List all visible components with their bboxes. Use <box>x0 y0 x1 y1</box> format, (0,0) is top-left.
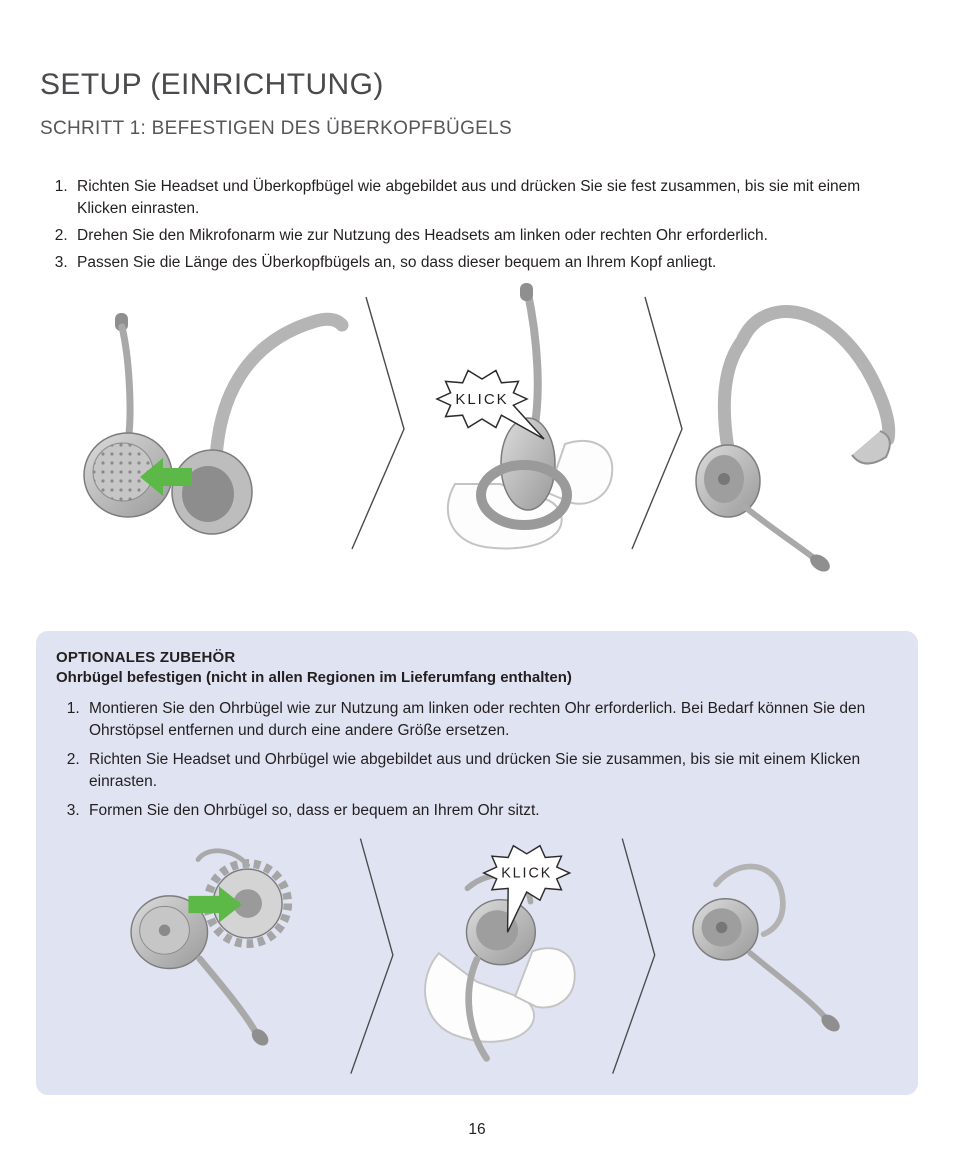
klick-label: KLICK <box>501 865 553 882</box>
main-text-block <box>0 68 954 274</box>
panel-assembled-earhook <box>693 867 843 1035</box>
earhook-pad <box>852 431 890 464</box>
panel-press-klick <box>437 283 612 548</box>
panel-divider-line <box>352 297 404 549</box>
page-number: 16 <box>468 1121 486 1138</box>
panel-assembled-headset <box>696 312 890 575</box>
headband-assembly-illustration <box>0 279 954 609</box>
section-subtitle: SCHRITT 1: BEFESTIGEN DES ÜBERKOPFBÜGELS <box>40 118 512 139</box>
panel-align-earhook <box>131 851 288 1049</box>
mic-boom <box>745 507 815 559</box>
box-subheading: Ohrbügel befestigen (nicht in allen Regionen im Lieferumfang enthalten) <box>56 669 572 686</box>
main-steps-list <box>72 176 914 274</box>
optional-accessories-box <box>36 631 918 1095</box>
speaker-holes <box>93 443 153 501</box>
panel-divider-line <box>613 839 655 1074</box>
optional-steps-list <box>84 698 898 822</box>
klick-label: KLICK <box>455 391 509 408</box>
headband-arc <box>724 312 888 449</box>
earpiece-center <box>159 925 170 936</box>
panel-press-klick-earhook <box>425 846 575 1059</box>
hand-outline <box>515 948 575 1007</box>
panel-divider-line <box>632 297 682 549</box>
main-step-1: 1. Richten Sie Headset und Überkopfbügel wie abgebildet aus und drücken Sie sie fest zusammen, bis sie mit einem Klicken einrasten. <box>72 176 914 220</box>
earpiece-center <box>716 922 727 933</box>
page-title: SETUP (EINRICHTUNG) <box>40 68 384 101</box>
panel-align-headband <box>84 313 342 534</box>
box-heading: OPTIONALES ZUBEHÖR <box>56 649 236 666</box>
optional-step-3: 3. Formen Sie den Ohrbügel so, dass er bequem an Ihrem Ohr sitzt. <box>84 800 898 822</box>
optional-step-1: 1. Montieren Sie den Ohrbügel wie zur Nutzung am linken oder rechten Ohr erforderlich. Bei Bedarf können Sie den Ohrstöpsel entfernen und durch eine andere Größe ersetzen. <box>84 698 898 742</box>
earpiece-center <box>718 473 730 485</box>
earhook-wire <box>198 851 248 866</box>
main-step-2: 2. Drehen Sie den Mikrofonarm wie zur Nutzung des Headsets am linken oder rechten Ohr erforderlich. <box>72 225 914 247</box>
klick-burst <box>437 371 544 440</box>
panel-divider-line <box>351 839 393 1074</box>
mic-tip <box>520 283 533 301</box>
mic-boom <box>200 959 255 1032</box>
mic-boom <box>527 289 538 439</box>
main-step-3: 3. Passen Sie die Länge des Überkopfbügels an, so dass dieser bequem an Ihrem Kopf anliegt. <box>72 252 914 274</box>
mic-boom <box>750 953 825 1018</box>
headband-arc <box>216 319 342 459</box>
mic-boom <box>122 327 130 441</box>
earhook-assembly-illustration <box>56 829 898 1087</box>
optional-step-2: 2. Richten Sie Headset und Ohrbügel wie abgebildet aus und drücken Sie sie zusammen, bis sie mit einem Klicken einrasten. <box>84 749 898 793</box>
